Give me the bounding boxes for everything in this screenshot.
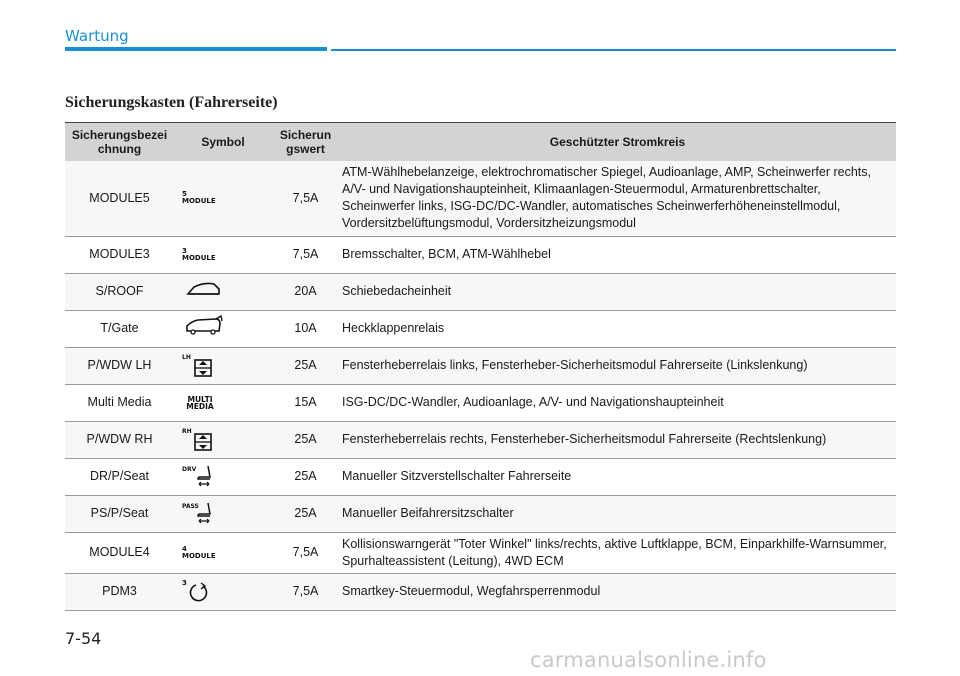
symbol-label: 3	[182, 578, 187, 587]
symbol-label: MODULE	[182, 551, 216, 560]
fuse-name: S/ROOF	[65, 273, 174, 310]
fuse-symbol	[174, 273, 272, 310]
power-window-rh-icon	[182, 428, 226, 452]
fuse-circuit: ISG-DC/DC-Wandler, Audioanlage, A/V- und Navigationshaupteinheit	[339, 384, 896, 421]
symbol-label: PASS	[182, 502, 199, 510]
symbol-label: MEDIA	[186, 401, 214, 411]
fuse-rating: 15A	[272, 384, 339, 421]
fuse-circuit: Smartkey-Steuermodul, Wegfahrsperrenmodul	[339, 573, 896, 610]
table-row	[65, 573, 896, 610]
fuse-symbol	[174, 161, 272, 236]
fuse-circuit: Fensterheberrelais rechts, Fensterheber-Sicherheitsmodul Fahrerseite (Rechtslenkung)	[339, 421, 896, 458]
fuse-name: P/WDW LH	[65, 347, 174, 384]
fuse-name: P/WDW RH	[65, 421, 174, 458]
fuse-rating: 10A	[272, 310, 339, 347]
col-header-rating: Sicherungswert	[272, 123, 339, 162]
fuse-symbol	[174, 573, 272, 610]
section-header: Wartung	[65, 27, 129, 45]
fuse-rating: 25A	[272, 347, 339, 384]
fuse-symbol	[174, 384, 272, 421]
page-number: 7-54	[65, 629, 102, 648]
symbol-label: 3	[182, 246, 187, 255]
table-row	[65, 495, 896, 532]
fuse-rating: 25A	[272, 495, 339, 532]
table-header-row	[65, 123, 896, 162]
table-row	[65, 310, 896, 347]
symbol-label: LH	[182, 353, 191, 361]
table-row	[65, 421, 896, 458]
table-row	[65, 161, 896, 236]
symbol-label: RH	[182, 427, 192, 435]
passenger-power-seat-icon	[182, 502, 226, 526]
fuse-symbol	[174, 236, 272, 273]
fuse-rating: 7,5A	[272, 573, 339, 610]
col-header-symbol: Symbol	[174, 123, 272, 162]
symbol-label: MODULE	[182, 253, 216, 262]
sunroof-icon	[184, 279, 268, 304]
symbol-label: 4	[182, 544, 187, 553]
fuse-symbol	[174, 532, 272, 573]
symbol-label: DRV	[182, 465, 197, 473]
table-row	[65, 273, 896, 310]
fuse-name: MODULE3	[65, 236, 174, 273]
fuse-circuit: Schiebedacheinheit	[339, 273, 896, 310]
fuse-name: MODULE4	[65, 532, 174, 573]
fuse-symbol	[174, 458, 272, 495]
fuse-name: DR/P/Seat	[65, 458, 174, 495]
fuse-rating: 7,5A	[272, 532, 339, 573]
multimedia-icon	[182, 396, 218, 410]
module-5-icon	[182, 191, 268, 205]
table-row	[65, 384, 896, 421]
fuse-circuit: Bremsschalter, BCM, ATM-Wählhebel	[339, 236, 896, 273]
fuse-name: MODULE5	[65, 161, 174, 236]
watermark: carmanualsonline.info	[530, 648, 767, 672]
header-rule-thin	[331, 49, 896, 51]
fuse-symbol	[174, 310, 272, 347]
fuse-name: PS/P/Seat	[65, 495, 174, 532]
col-header-circuit: Geschützter Stromkreis	[339, 123, 896, 162]
fuse-name: T/Gate	[65, 310, 174, 347]
fuse-circuit: Manueller Sitzverstellschalter Fahrerseite	[339, 458, 896, 495]
module-3-icon	[182, 248, 268, 262]
header-rule-thick	[65, 47, 327, 51]
fuse-circuit: Fensterheberrelais links, Fensterheber-Sicherheitsmodul Fahrerseite (Linkslenkung)	[339, 347, 896, 384]
power-window-lh-icon	[182, 354, 226, 378]
fuse-symbol	[174, 421, 272, 458]
symbol-label: MODULE	[182, 197, 216, 206]
fuse-circuit: Kollisionswarngerät "Toter Winkel" links/rechts, aktive Luftklappe, BCM, Einparkhilfe-Warnsummer, Spurhalteassistent (Leitung), 4WD ECM	[339, 532, 896, 573]
pdm-3-icon	[182, 580, 226, 604]
fuse-symbol	[174, 347, 272, 384]
driver-power-seat-icon	[182, 465, 226, 489]
fuse-circuit: Manueller Beifahrersitzschalter	[339, 495, 896, 532]
fuse-circuit: ATM-Wählhebelanzeige, elektrochromatischer Spiegel, Audioanlage, AMP, Scheinwerfer rechts, A/V- und Navigationshaupteinheit, Klimaanlagen-Steuermodul, Armaturenbrettschalter, Scheinwerfer links, ISG-DC/DC-Wandler, automatisches Scheinwerferhöheneinstellmodul, Vordersitzbelüftungsmodul, Vordersitzheizungsmodul	[339, 161, 896, 236]
fuse-name: Multi Media	[65, 384, 174, 421]
fuse-rating: 7,5A	[272, 236, 339, 273]
fuse-circuit: Heckklappenrelais	[339, 310, 896, 347]
fuse-symbol	[174, 495, 272, 532]
col-header-name: Sicherungsbezeichnung	[65, 123, 174, 162]
table-row	[65, 236, 896, 273]
fuse-rating: 20A	[272, 273, 339, 310]
fuse-table	[65, 122, 896, 611]
symbol-label: MULTI	[187, 394, 213, 404]
table-row	[65, 458, 896, 495]
tailgate-icon	[184, 315, 268, 342]
table-row	[65, 347, 896, 384]
module-4-icon	[182, 546, 268, 560]
fuse-rating: 25A	[272, 458, 339, 495]
fuse-rating: 7,5A	[272, 161, 339, 236]
fuse-name: PDM3	[65, 573, 174, 610]
symbol-label: 5	[182, 190, 187, 199]
table-row	[65, 532, 896, 573]
page-title: Sicherungskasten (Fahrerseite)	[65, 94, 278, 111]
fuse-rating: 25A	[272, 421, 339, 458]
